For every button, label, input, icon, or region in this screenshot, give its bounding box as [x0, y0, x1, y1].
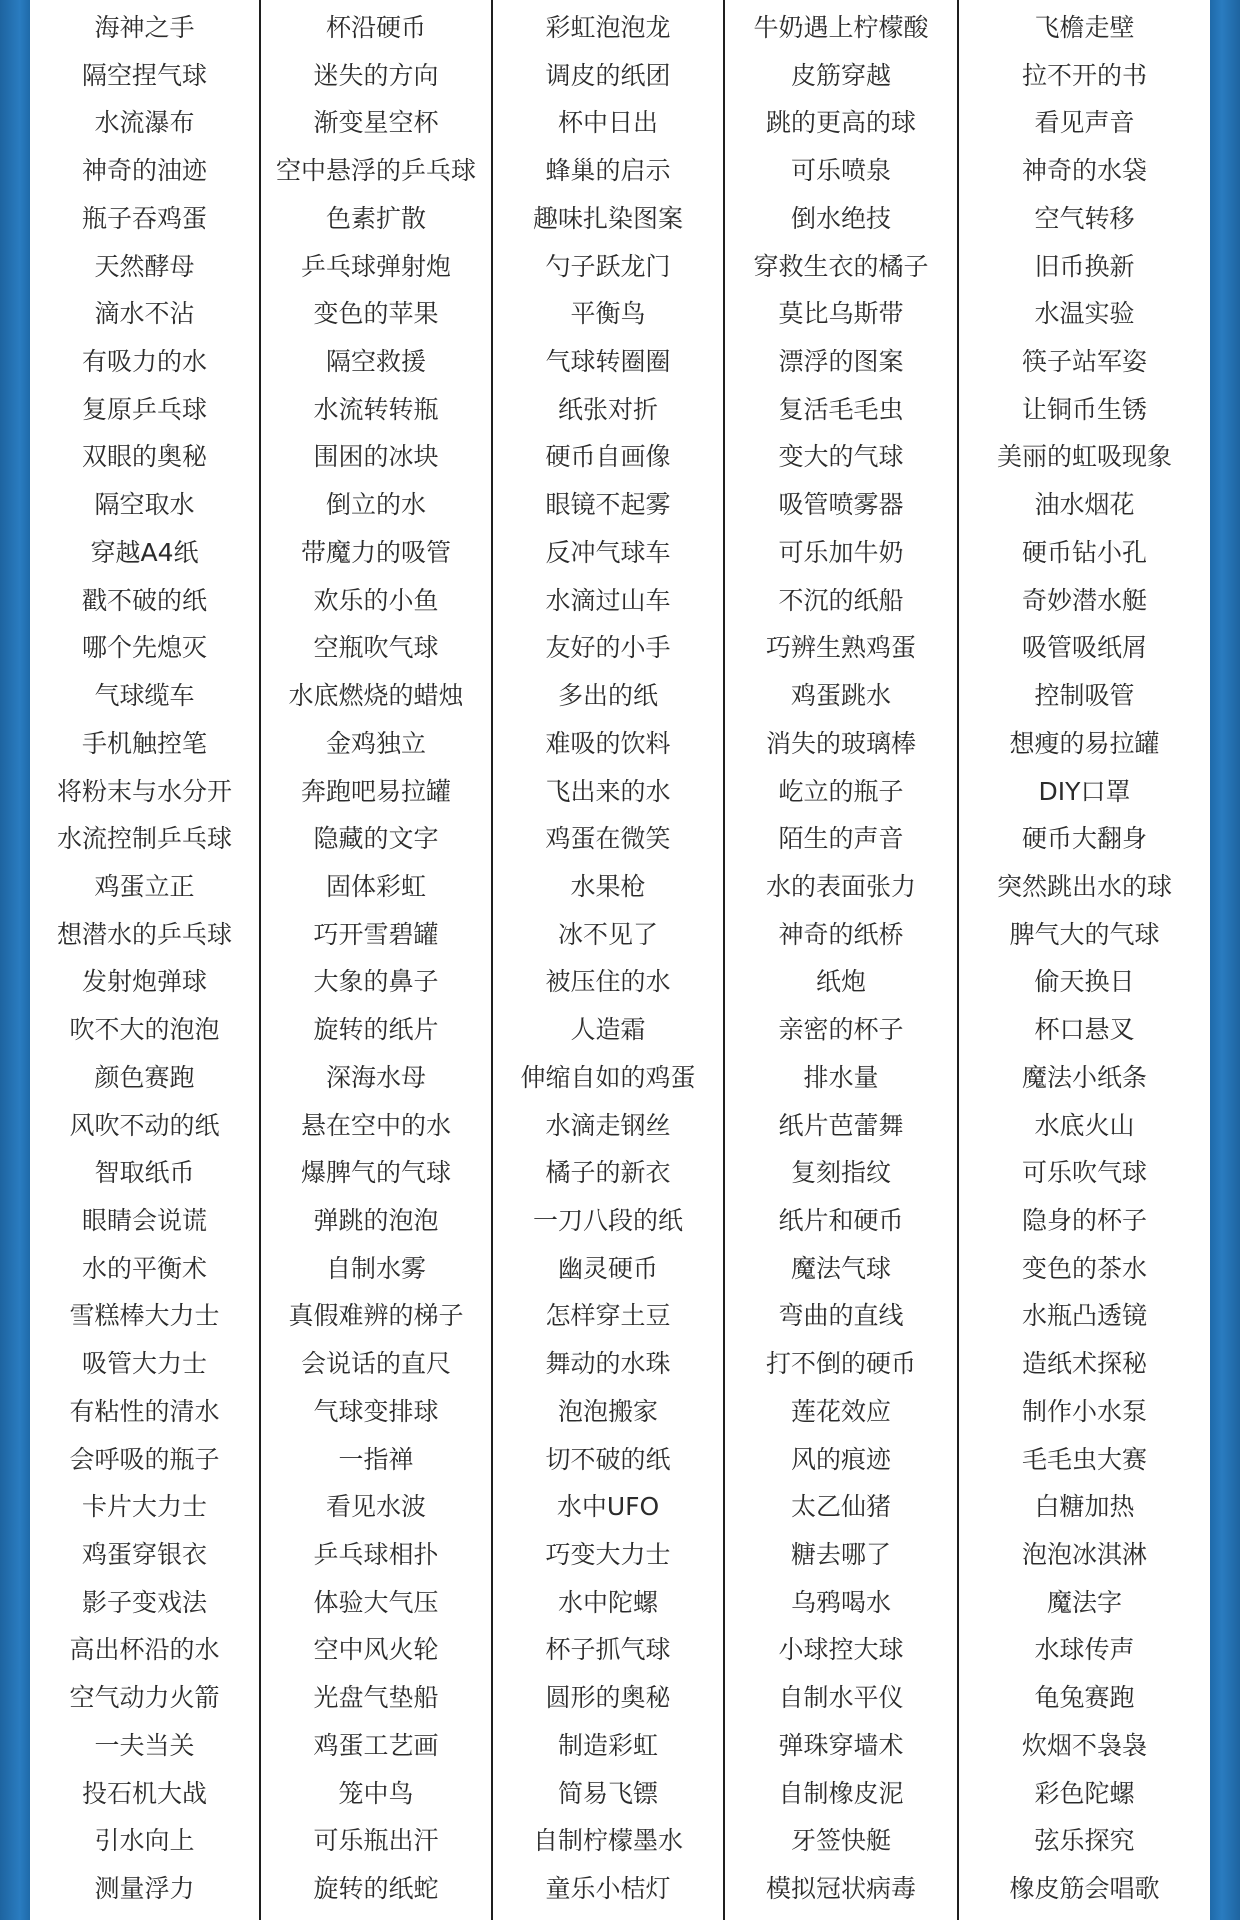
experiment-item: 双眼的奥秘 — [81, 442, 207, 472]
experiment-list-panel — [30, 0, 1210, 1920]
experiment-item: 糖去哪了 — [790, 1540, 891, 1569]
experiment-item: 手机触控笔 — [81, 728, 207, 758]
experiment-item: 鸡蛋工艺画 — [313, 1730, 439, 1760]
experiment-item: 太乙仙猪 — [790, 1492, 891, 1522]
experiment-item: 旋转的纸片 — [313, 1015, 439, 1045]
experiment-item: 水流瀑布 — [94, 108, 195, 138]
experiment-item: 多出的纸 — [557, 681, 658, 711]
experiment-item: 白糖加热 — [1034, 1492, 1135, 1522]
experiment-item: 旋转的纸蛇 — [313, 1874, 439, 1904]
experiment-item: 被压住的水 — [545, 967, 671, 997]
experiment-item: 隐藏的文字 — [313, 824, 439, 854]
experiment-item: 牙签快艇 — [790, 1826, 891, 1856]
experiment-item: 硬币钻小孔 — [1021, 537, 1147, 567]
experiment-item: 莲花效应 — [790, 1396, 891, 1426]
experiment-item: 测量浮力 — [94, 1874, 195, 1904]
experiment-item: 勺子跃龙门 — [545, 251, 671, 281]
experiment-item: 神奇的水袋 — [1021, 156, 1147, 186]
experiment-item: 消失的玻璃棒 — [765, 728, 916, 758]
experiment-item: 屹立的瓶子 — [778, 776, 904, 806]
experiment-item: DIY口罩 — [1038, 776, 1131, 806]
experiment-item: 空气转移 — [1034, 203, 1135, 233]
experiment-item: 可乐吹气球 — [1021, 1158, 1147, 1188]
experiment-item: 冰不见了 — [557, 919, 658, 949]
experiment-item: 光盘气垫船 — [313, 1683, 439, 1713]
experiment-item: 切不破的纸 — [545, 1444, 671, 1474]
experiment-item: 纸张对折 — [557, 394, 658, 424]
experiment-item: 渐变星空杯 — [313, 108, 439, 138]
experiment-item: 水流控制乒乓球 — [56, 824, 232, 854]
experiment-item: 飞出来的水 — [545, 776, 671, 806]
experiment-item: 亲密的杯子 — [778, 1015, 904, 1045]
experiment-item: 飞檐走壁 — [1034, 13, 1135, 42]
experiment-item: 一刀八段的纸 — [532, 1205, 683, 1235]
experiment-item: 眼睛会说谎 — [81, 1205, 207, 1235]
experiment-item: 神奇的油迹 — [81, 156, 207, 186]
experiment-item: 龟兔赛跑 — [1034, 1683, 1135, 1713]
experiment-item: 隔空捏气球 — [81, 60, 207, 90]
experiment-item: 空气动力火箭 — [69, 1683, 220, 1713]
experiment-item: 皮筋穿越 — [790, 60, 891, 90]
experiment-item: 乒乓球弹射炮 — [300, 251, 451, 281]
experiment-item: 莫比乌斯带 — [778, 299, 904, 329]
experiment-item: 油水烟花 — [1034, 490, 1135, 520]
experiment-item: 倒立的水 — [325, 490, 426, 520]
experiment-item: 一指禅 — [338, 1444, 414, 1474]
experiment-item: 鸡蛋跳水 — [790, 681, 891, 711]
experiment-item: 气球转圈圈 — [545, 347, 671, 377]
experiment-item: 变色的苹果 — [313, 299, 439, 329]
experiment-item: 杯子抓气球 — [545, 1635, 671, 1665]
experiment-item: 将粉末与水分开 — [56, 776, 232, 806]
experiment-item: 漂浮的图案 — [778, 347, 904, 377]
experiment-item: 毛毛虫大赛 — [1021, 1444, 1147, 1474]
experiment-item: 奔跑吧易拉罐 — [300, 776, 451, 806]
experiment-item: 水中陀螺 — [557, 1587, 658, 1617]
column-2 — [261, 0, 493, 1920]
experiment-item: 空中悬浮的乒乓球 — [275, 156, 476, 186]
experiment-item: 橘子的新衣 — [545, 1158, 671, 1188]
experiment-item: 泡泡搬家 — [557, 1396, 658, 1426]
experiment-item: 围困的冰块 — [313, 442, 439, 472]
experiment-item: 爆脾气的气球 — [300, 1158, 451, 1188]
experiment-item: 模拟冠状病毒 — [765, 1874, 916, 1904]
experiment-item: 发射炮弹球 — [81, 967, 207, 997]
experiment-item: 雪糕棒大力士 — [69, 1301, 220, 1331]
experiment-item: 气球变排球 — [313, 1396, 439, 1426]
experiment-item: 巧变大力士 — [545, 1540, 671, 1569]
experiment-item: 风吹不动的纸 — [69, 1110, 220, 1140]
experiment-item: 隔空救援 — [325, 347, 426, 377]
experiment-item: 小球控大球 — [778, 1635, 904, 1665]
experiment-item: 杯口悬叉 — [1034, 1015, 1135, 1045]
column-4 — [725, 0, 959, 1920]
experiment-item: 水的表面张力 — [765, 871, 916, 901]
experiment-item: 智取纸币 — [94, 1158, 195, 1188]
experiment-item: 笼中鸟 — [338, 1778, 414, 1808]
experiment-item: 制作小水泵 — [1021, 1396, 1147, 1426]
experiment-item: 平衡鸟 — [570, 299, 646, 329]
experiment-item: 迷失的方向 — [313, 60, 439, 90]
experiment-item: 奇妙潜水艇 — [1021, 585, 1147, 615]
experiment-item: 变色的茶水 — [1021, 1253, 1147, 1283]
experiment-item: 硬币自画像 — [545, 442, 671, 472]
experiment-item: 蜂巢的启示 — [545, 156, 671, 186]
experiment-item: 空中风火轮 — [313, 1635, 439, 1665]
experiment-item: 纸片芭蕾舞 — [778, 1110, 904, 1140]
experiment-item: 卡片大力士 — [81, 1492, 207, 1522]
experiment-item: 想潜水的乒乓球 — [56, 919, 232, 949]
experiment-item: 色素扩散 — [325, 203, 426, 233]
experiment-item: 旧币换新 — [1034, 251, 1135, 281]
experiment-item: 乌鸦喝水 — [790, 1587, 891, 1617]
experiment-item: 鸡蛋穿银衣 — [81, 1540, 207, 1569]
experiment-item: 高出杯沿的水 — [69, 1635, 220, 1665]
experiment-item: 空瓶吹气球 — [313, 633, 439, 663]
experiment-item: 突然跳出水的球 — [996, 871, 1172, 901]
experiment-item: 筷子站军姿 — [1021, 347, 1147, 377]
experiment-item: 杯沿硬币 — [325, 13, 426, 42]
experiment-item: 美丽的虹吸现象 — [996, 442, 1172, 472]
experiment-item: 一夫当关 — [94, 1730, 195, 1760]
experiment-item: 跳的更高的球 — [765, 108, 916, 138]
experiment-item: 友好的小手 — [545, 633, 671, 663]
experiment-item: 纸炮 — [815, 967, 866, 997]
experiment-item: 天然酵母 — [94, 251, 195, 281]
experiment-item: 怎样穿土豆 — [545, 1301, 671, 1331]
experiment-item: 彩虹泡泡龙 — [545, 13, 671, 42]
column-1 — [30, 0, 261, 1920]
experiment-item: 人造霜 — [570, 1015, 646, 1045]
experiment-item: 水流转转瓶 — [313, 394, 439, 424]
experiment-item: 魔法小纸条 — [1021, 1062, 1147, 1092]
experiment-item: 水球传声 — [1034, 1635, 1135, 1665]
experiment-item: 泡泡冰淇淋 — [1021, 1540, 1147, 1569]
experiment-item: 体验大气压 — [313, 1587, 439, 1617]
experiment-item: 制造彩虹 — [557, 1730, 658, 1760]
experiment-item: 弦乐探究 — [1034, 1826, 1135, 1856]
experiment-item: 隐身的杯子 — [1021, 1205, 1147, 1235]
experiment-item: 复活毛毛虫 — [778, 394, 904, 424]
experiment-item: 看见声音 — [1034, 108, 1135, 138]
experiment-item: 弹珠穿墙术 — [778, 1730, 904, 1760]
experiment-item: 反冲气球车 — [545, 537, 671, 567]
experiment-item: 风的痕迹 — [790, 1444, 891, 1474]
experiment-item: 滴水不沾 — [94, 299, 195, 329]
column-5 — [959, 0, 1210, 1920]
experiment-item: 颜色赛跑 — [94, 1062, 195, 1092]
experiment-item: 穿越A4纸 — [90, 537, 199, 567]
experiment-item: 戳不破的纸 — [81, 585, 207, 615]
experiment-item: 金鸡独立 — [325, 728, 426, 758]
experiment-item: 圆形的奥秘 — [545, 1683, 671, 1713]
experiment-item: 吸管大力士 — [81, 1349, 207, 1379]
experiment-item: 乒乓球相扑 — [313, 1540, 439, 1569]
experiment-item: 自制柠檬墨水 — [532, 1826, 683, 1856]
experiment-item: 魔法字 — [1046, 1587, 1122, 1617]
column-3 — [493, 0, 725, 1920]
experiment-item: 硬币大翻身 — [1021, 824, 1147, 854]
experiment-item: 杯中日出 — [557, 108, 658, 138]
experiment-item: 欢乐的小鱼 — [313, 585, 439, 615]
experiment-item: 固体彩虹 — [325, 871, 426, 901]
experiment-item: 彩色陀螺 — [1034, 1778, 1135, 1808]
experiment-item: 让铜币生锈 — [1021, 394, 1147, 424]
experiment-item: 纸片和硬币 — [778, 1205, 904, 1235]
experiment-item: 想瘦的易拉罐 — [1009, 728, 1160, 758]
experiment-item: 橡皮筋会唱歌 — [1009, 1874, 1160, 1904]
experiment-item: 投石机大战 — [81, 1778, 207, 1808]
experiment-item: 带魔力的吸管 — [300, 537, 451, 567]
experiment-item: 隔空取水 — [94, 490, 195, 520]
experiment-item: 弯曲的直线 — [778, 1301, 904, 1331]
experiment-item: 吸管吸纸屑 — [1021, 633, 1147, 663]
experiment-item: 舞动的水珠 — [545, 1349, 671, 1379]
experiment-item: 悬在空中的水 — [300, 1110, 451, 1140]
experiment-item: 穿救生衣的橘子 — [753, 251, 929, 281]
experiment-item: 鸡蛋在微笑 — [545, 824, 671, 854]
experiment-item: 自制橡皮泥 — [778, 1778, 904, 1808]
experiment-item: 脾气大的气球 — [1009, 919, 1160, 949]
experiment-item: 有粘性的清水 — [69, 1396, 220, 1426]
experiment-item: 牛奶遇上柠檬酸 — [753, 13, 929, 42]
experiment-item: 自制水雾 — [325, 1253, 426, 1283]
experiment-item: 陌生的声音 — [778, 824, 904, 854]
experiment-item: 控制吸管 — [1034, 681, 1135, 711]
experiment-item: 童乐小桔灯 — [545, 1874, 671, 1904]
experiment-item: 难吸的饮料 — [545, 728, 671, 758]
experiment-item: 深海水母 — [325, 1062, 426, 1092]
experiment-item: 炊烟不袅袅 — [1021, 1730, 1147, 1760]
experiment-item: 水瓶凸透镜 — [1021, 1301, 1147, 1331]
experiment-item: 可乐瓶出汗 — [313, 1826, 439, 1856]
experiment-item: 水底火山 — [1034, 1110, 1135, 1140]
experiment-item: 海神之手 — [94, 13, 195, 42]
experiment-item: 吸管喷雾器 — [778, 490, 904, 520]
experiment-item: 鸡蛋立正 — [94, 871, 195, 901]
experiment-item: 有吸力的水 — [81, 347, 207, 377]
experiment-item: 会说话的直尺 — [300, 1349, 451, 1379]
experiment-item: 造纸术探秘 — [1021, 1349, 1147, 1379]
experiment-item: 大象的鼻子 — [313, 967, 439, 997]
experiment-item: 水的平衡术 — [81, 1253, 207, 1283]
experiment-item: 水滴过山车 — [545, 585, 671, 615]
experiment-item: 排水量 — [803, 1062, 879, 1092]
experiment-grid — [30, 0, 1210, 1920]
experiment-item: 倒水绝技 — [790, 203, 891, 233]
experiment-item: 复刻指纹 — [790, 1158, 891, 1188]
experiment-item: 眼镜不起雾 — [545, 490, 671, 520]
experiment-item: 哪个先熄灭 — [81, 633, 207, 663]
experiment-item: 幽灵硬币 — [557, 1253, 658, 1283]
experiment-item: 水滴走钢丝 — [545, 1110, 671, 1140]
experiment-item: 水中UFO — [556, 1492, 660, 1522]
experiment-item: 会呼吸的瓶子 — [69, 1444, 220, 1474]
experiment-item: 看见水波 — [325, 1492, 426, 1522]
experiment-item: 简易飞镖 — [557, 1778, 658, 1808]
experiment-item: 复原乒乓球 — [81, 394, 207, 424]
experiment-item: 自制水平仪 — [778, 1683, 904, 1713]
experiment-item: 偷天换日 — [1034, 967, 1135, 997]
experiment-item: 引水向上 — [94, 1826, 195, 1856]
experiment-item: 水果枪 — [570, 871, 646, 901]
experiment-item: 瓶子吞鸡蛋 — [81, 203, 207, 233]
experiment-item: 可乐喷泉 — [790, 156, 891, 186]
experiment-item: 趣味扎染图案 — [532, 203, 683, 233]
experiment-item: 魔法气球 — [790, 1253, 891, 1283]
experiment-item: 巧辨生熟鸡蛋 — [765, 633, 916, 663]
experiment-item: 巧开雪碧罐 — [313, 919, 439, 949]
experiment-item: 吹不大的泡泡 — [69, 1015, 220, 1045]
experiment-item: 调皮的纸团 — [545, 60, 671, 90]
experiment-item: 水底燃烧的蜡烛 — [288, 681, 464, 711]
experiment-item: 伸缩自如的鸡蛋 — [520, 1062, 696, 1092]
experiment-item: 气球缆车 — [94, 681, 195, 711]
experiment-item: 神奇的纸桥 — [778, 919, 904, 949]
experiment-item: 打不倒的硬币 — [765, 1349, 916, 1379]
experiment-item: 弹跳的泡泡 — [313, 1205, 439, 1235]
experiment-item: 水温实验 — [1034, 299, 1135, 329]
experiment-item: 影子变戏法 — [81, 1587, 207, 1617]
experiment-item: 真假难辨的梯子 — [288, 1301, 464, 1331]
experiment-item: 拉不开的书 — [1021, 60, 1147, 90]
experiment-item: 不沉的纸船 — [778, 585, 904, 615]
experiment-item: 可乐加牛奶 — [778, 537, 904, 567]
experiment-item: 变大的气球 — [778, 442, 904, 472]
